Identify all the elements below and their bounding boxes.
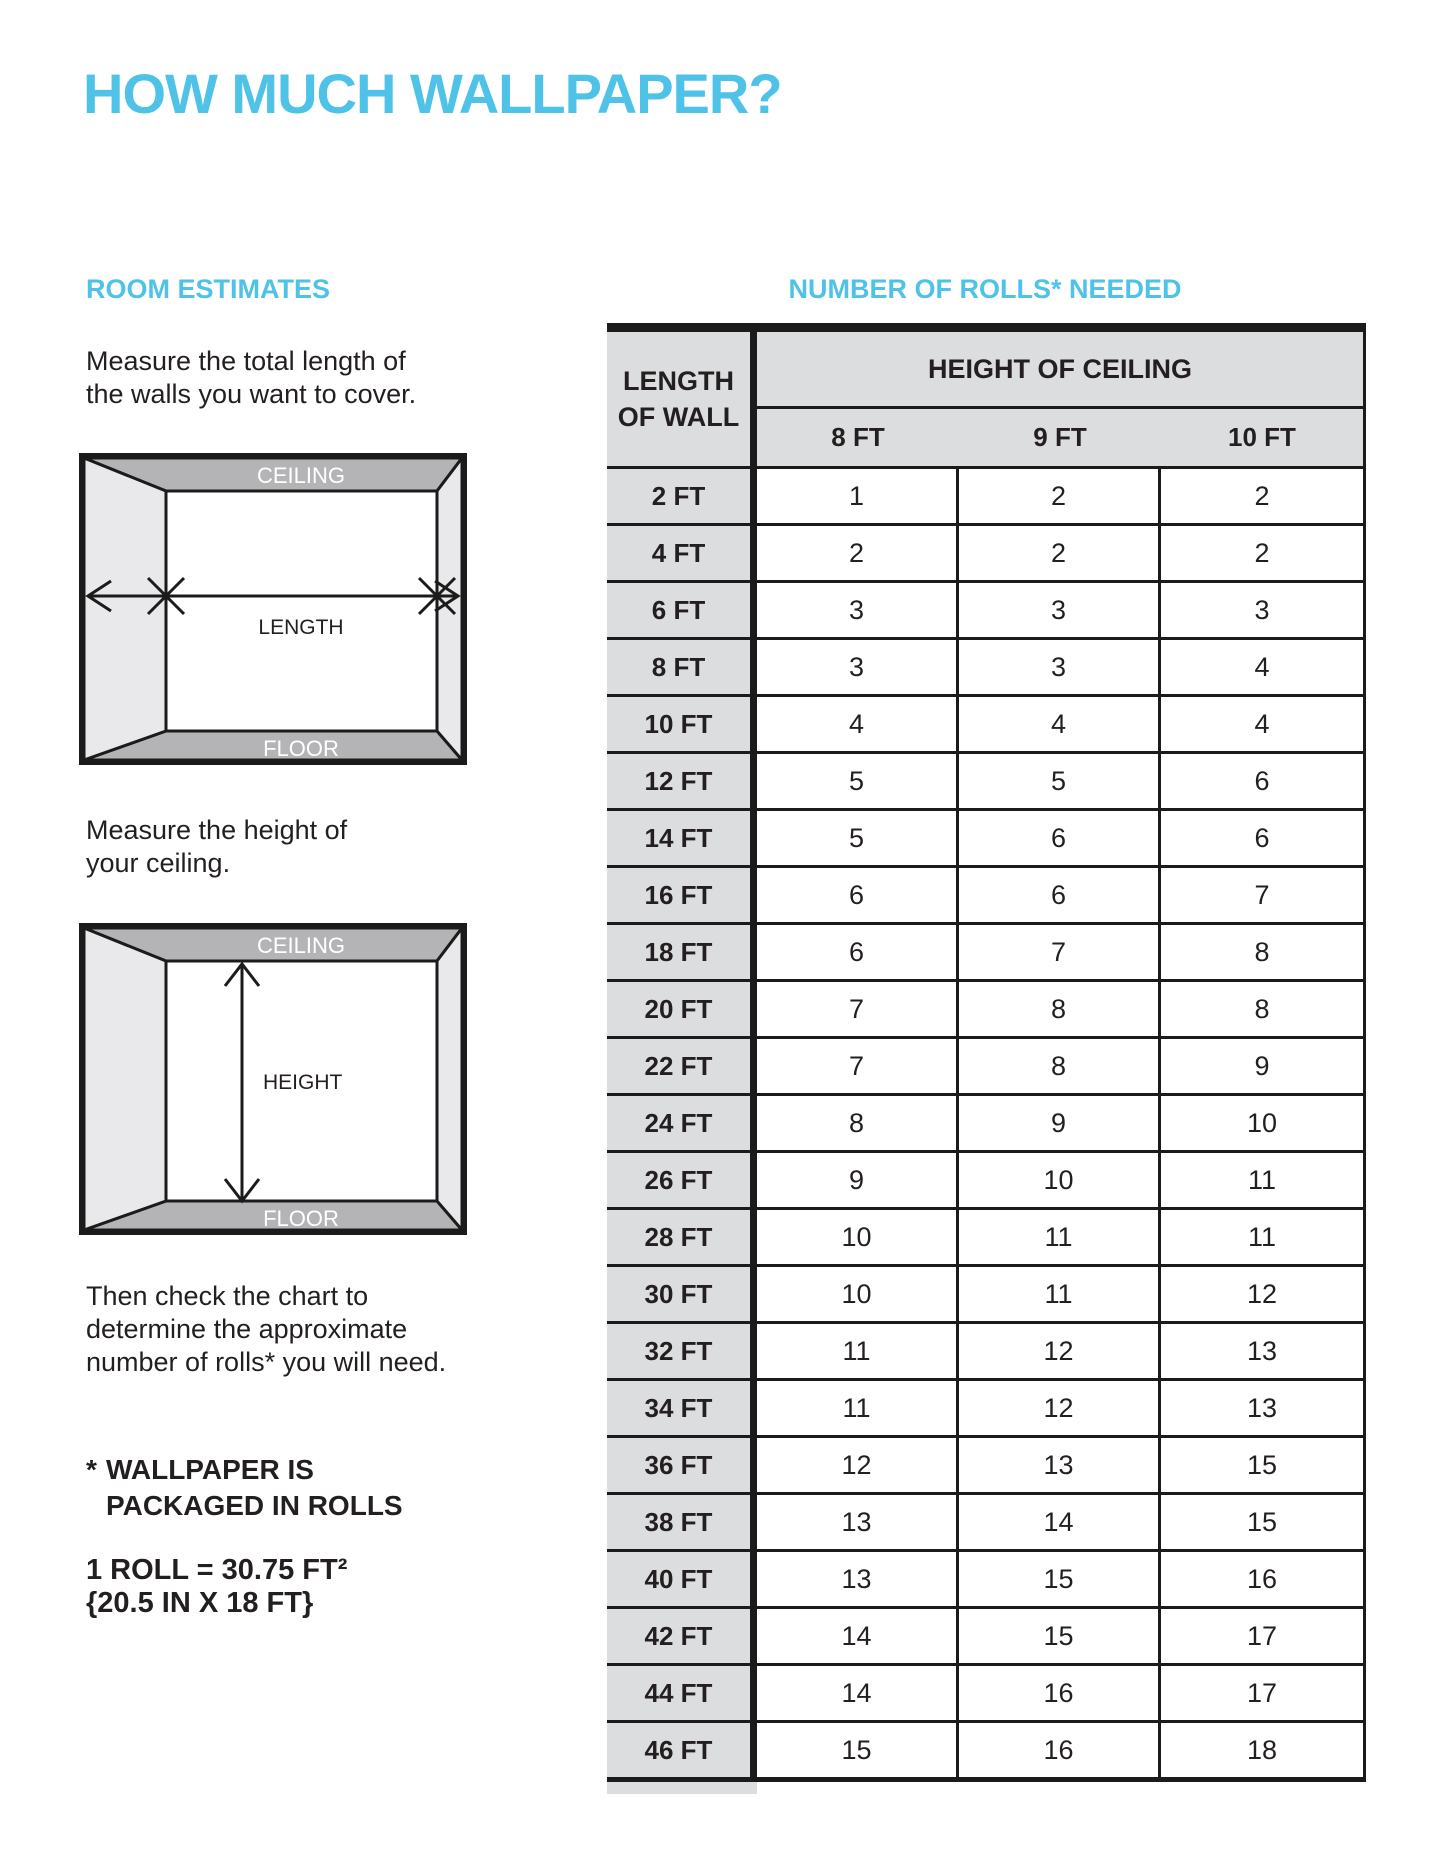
asterisk: * bbox=[86, 1454, 97, 1485]
step3-text: Then check the chart to determine the approximate number of rolls* you will need. bbox=[86, 1281, 447, 1377]
wall-length-cell: 36 FT bbox=[607, 1435, 757, 1492]
rolls-value-cell: 2 bbox=[959, 523, 1161, 580]
rolls-value-cell: 7 bbox=[959, 922, 1161, 979]
left-wall bbox=[84, 928, 166, 1230]
rolls-needed-heading: NUMBER OF ROLLS* NEEDED bbox=[788, 274, 1182, 304]
rolls-value-cell: 5 bbox=[757, 751, 959, 808]
roll-size-spec: 1 ROLL = 30.75 FT² {20.5 IN X 18 FT} bbox=[86, 1554, 348, 1619]
rolls-value-cell: 4 bbox=[1161, 694, 1363, 751]
rolls-value-cell: 1 bbox=[757, 466, 959, 523]
rolls-value-cell: 10 bbox=[1161, 1093, 1363, 1150]
wall-length-cell: 46 FT bbox=[607, 1720, 757, 1777]
wall-length-cell: 28 FT bbox=[607, 1207, 757, 1264]
rolls-value-cell: 12 bbox=[757, 1435, 959, 1492]
rolls-value-cell: 14 bbox=[757, 1663, 959, 1720]
rolls-value-cell: 3 bbox=[1161, 580, 1363, 637]
rolls-value-cell: 8 bbox=[757, 1093, 959, 1150]
length-diagram bbox=[79, 453, 467, 765]
rolls-value-cell: 4 bbox=[1161, 637, 1363, 694]
rolls-value-cell: 3 bbox=[959, 637, 1161, 694]
rolls-value-cell: 13 bbox=[757, 1492, 959, 1549]
rolls-value-cell: 3 bbox=[757, 580, 959, 637]
rolls-value-cell: 13 bbox=[959, 1435, 1161, 1492]
rolls-value-cell: 18 bbox=[1161, 1720, 1363, 1777]
step2-text: Measure the height of your ceiling. bbox=[86, 815, 348, 878]
wall-length-cell: 40 FT bbox=[607, 1549, 757, 1606]
rolls-value-cell: 13 bbox=[1161, 1378, 1363, 1435]
wall-length-cell: 34 FT bbox=[607, 1378, 757, 1435]
table-footer-stub bbox=[607, 1782, 757, 1794]
rolls-value-cell: 2 bbox=[959, 466, 1161, 523]
rolls-value-cell: 8 bbox=[1161, 922, 1363, 979]
rolls-value-cell: 11 bbox=[757, 1321, 959, 1378]
rolls-value-cell: 3 bbox=[757, 637, 959, 694]
rolls-value-cell: 4 bbox=[959, 694, 1161, 751]
floor-label: FLOOR bbox=[263, 1206, 339, 1231]
rolls-value-cell: 9 bbox=[959, 1093, 1161, 1150]
rolls-value-cell: 6 bbox=[959, 865, 1161, 922]
rolls-value-cell: 15 bbox=[959, 1606, 1161, 1663]
wall-length-cell: 18 FT bbox=[607, 922, 757, 979]
ceiling-8ft-header: 8 FT bbox=[757, 409, 959, 466]
rolls-value-cell: 12 bbox=[959, 1378, 1161, 1435]
height-diagram bbox=[79, 923, 467, 1235]
rolls-value-cell: 2 bbox=[757, 523, 959, 580]
step1-text: Measure the total length of the walls you want to cover. bbox=[86, 346, 417, 409]
rolls-value-cell: 6 bbox=[1161, 751, 1363, 808]
rolls-value-cell: 6 bbox=[959, 808, 1161, 865]
rolls-value-cell: 6 bbox=[1161, 808, 1363, 865]
height-label: HEIGHT bbox=[263, 1071, 343, 1094]
wall-length-cell: 4 FT bbox=[607, 523, 757, 580]
wall-length-cell: 30 FT bbox=[607, 1264, 757, 1321]
rolls-value-cell: 15 bbox=[959, 1549, 1161, 1606]
rolls-value-cell: 9 bbox=[757, 1150, 959, 1207]
rolls-value-cell: 17 bbox=[1161, 1663, 1363, 1720]
ceiling-10ft-header: 10 FT bbox=[1161, 409, 1363, 466]
length-label: LENGTH bbox=[258, 616, 344, 639]
rolls-value-cell: 13 bbox=[1161, 1321, 1363, 1378]
rolls-value-cell: 16 bbox=[1161, 1549, 1363, 1606]
rolls-value-cell: 10 bbox=[757, 1264, 959, 1321]
room-estimates-heading: ROOM ESTIMATES bbox=[86, 274, 331, 304]
rolls-value-cell: 11 bbox=[1161, 1150, 1363, 1207]
rolls-value-cell: 10 bbox=[757, 1207, 959, 1264]
wall-length-cell: 44 FT bbox=[607, 1663, 757, 1720]
rolls-value-cell: 8 bbox=[1161, 979, 1363, 1036]
floor-label: FLOOR bbox=[263, 736, 339, 761]
rolls-value-cell: 6 bbox=[757, 922, 959, 979]
rolls-value-cell: 12 bbox=[1161, 1264, 1363, 1321]
wall-length-cell: 10 FT bbox=[607, 694, 757, 751]
rolls-value-cell: 16 bbox=[959, 1720, 1161, 1777]
rolls-value-cell: 13 bbox=[757, 1549, 959, 1606]
rolls-footnote: * WALLPAPER IS PACKAGED IN ROLLS bbox=[86, 1454, 403, 1521]
rolls-value-cell: 9 bbox=[1161, 1036, 1363, 1093]
wall-length-cell: 16 FT bbox=[607, 865, 757, 922]
back-wall bbox=[166, 491, 437, 731]
rolls-value-cell: 2 bbox=[1161, 523, 1363, 580]
wall-length-cell: 26 FT bbox=[607, 1150, 757, 1207]
room-perspective-height bbox=[79, 923, 467, 1235]
rolls-value-cell: 15 bbox=[757, 1720, 959, 1777]
rolls-value-cell: 11 bbox=[959, 1264, 1161, 1321]
rolls-table bbox=[607, 323, 1366, 1782]
rolls-value-cell: 7 bbox=[757, 979, 959, 1036]
wall-length-cell: 24 FT bbox=[607, 1093, 757, 1150]
rolls-value-cell: 14 bbox=[959, 1492, 1161, 1549]
rolls-value-cell: 11 bbox=[1161, 1207, 1363, 1264]
rolls-value-cell: 15 bbox=[1161, 1492, 1363, 1549]
rolls-value-cell: 12 bbox=[959, 1321, 1161, 1378]
rolls-value-cell: 3 bbox=[959, 580, 1161, 637]
wall-length-cell: 2 FT bbox=[607, 466, 757, 523]
rolls-value-cell: 16 bbox=[959, 1663, 1161, 1720]
rolls-value-cell: 5 bbox=[757, 808, 959, 865]
ceiling-label: CEILING bbox=[256, 463, 346, 488]
wall-length-cell: 22 FT bbox=[607, 1036, 757, 1093]
rolls-value-cell: 7 bbox=[757, 1036, 959, 1093]
rolls-value-cell: 15 bbox=[1161, 1435, 1363, 1492]
rolls-value-cell: 17 bbox=[1161, 1606, 1363, 1663]
room-perspective-length bbox=[79, 453, 467, 765]
rolls-value-cell: 8 bbox=[959, 979, 1161, 1036]
rolls-value-cell: 11 bbox=[757, 1378, 959, 1435]
rolls-value-cell: 7 bbox=[1161, 865, 1363, 922]
right-wall bbox=[437, 928, 462, 1230]
rolls-value-cell: 5 bbox=[959, 751, 1161, 808]
wall-length-cell: 6 FT bbox=[607, 580, 757, 637]
rolls-value-cell: 6 bbox=[757, 865, 959, 922]
length-of-wall-header: LENGTH OF WALL bbox=[607, 332, 757, 466]
ceiling-label: CEILING bbox=[256, 933, 346, 958]
rolls-value-cell: 11 bbox=[959, 1207, 1161, 1264]
wall-length-cell: 42 FT bbox=[607, 1606, 757, 1663]
rolls-value-cell: 2 bbox=[1161, 466, 1363, 523]
page-title: HOW MUCH WALLPAPER? bbox=[83, 62, 782, 125]
rolls-value-cell: 4 bbox=[757, 694, 959, 751]
rolls-value-cell: 14 bbox=[757, 1606, 959, 1663]
wall-length-cell: 14 FT bbox=[607, 808, 757, 865]
rolls-value-cell: 8 bbox=[959, 1036, 1161, 1093]
wall-length-cell: 38 FT bbox=[607, 1492, 757, 1549]
wall-length-cell: 12 FT bbox=[607, 751, 757, 808]
ceiling-9ft-header: 9 FT bbox=[959, 409, 1161, 466]
rolls-value-cell: 10 bbox=[959, 1150, 1161, 1207]
wall-length-cell: 8 FT bbox=[607, 637, 757, 694]
wall-length-cell: 32 FT bbox=[607, 1321, 757, 1378]
height-of-ceiling-header: HEIGHT OF CEILING bbox=[757, 332, 1363, 409]
wall-length-cell: 20 FT bbox=[607, 979, 757, 1036]
